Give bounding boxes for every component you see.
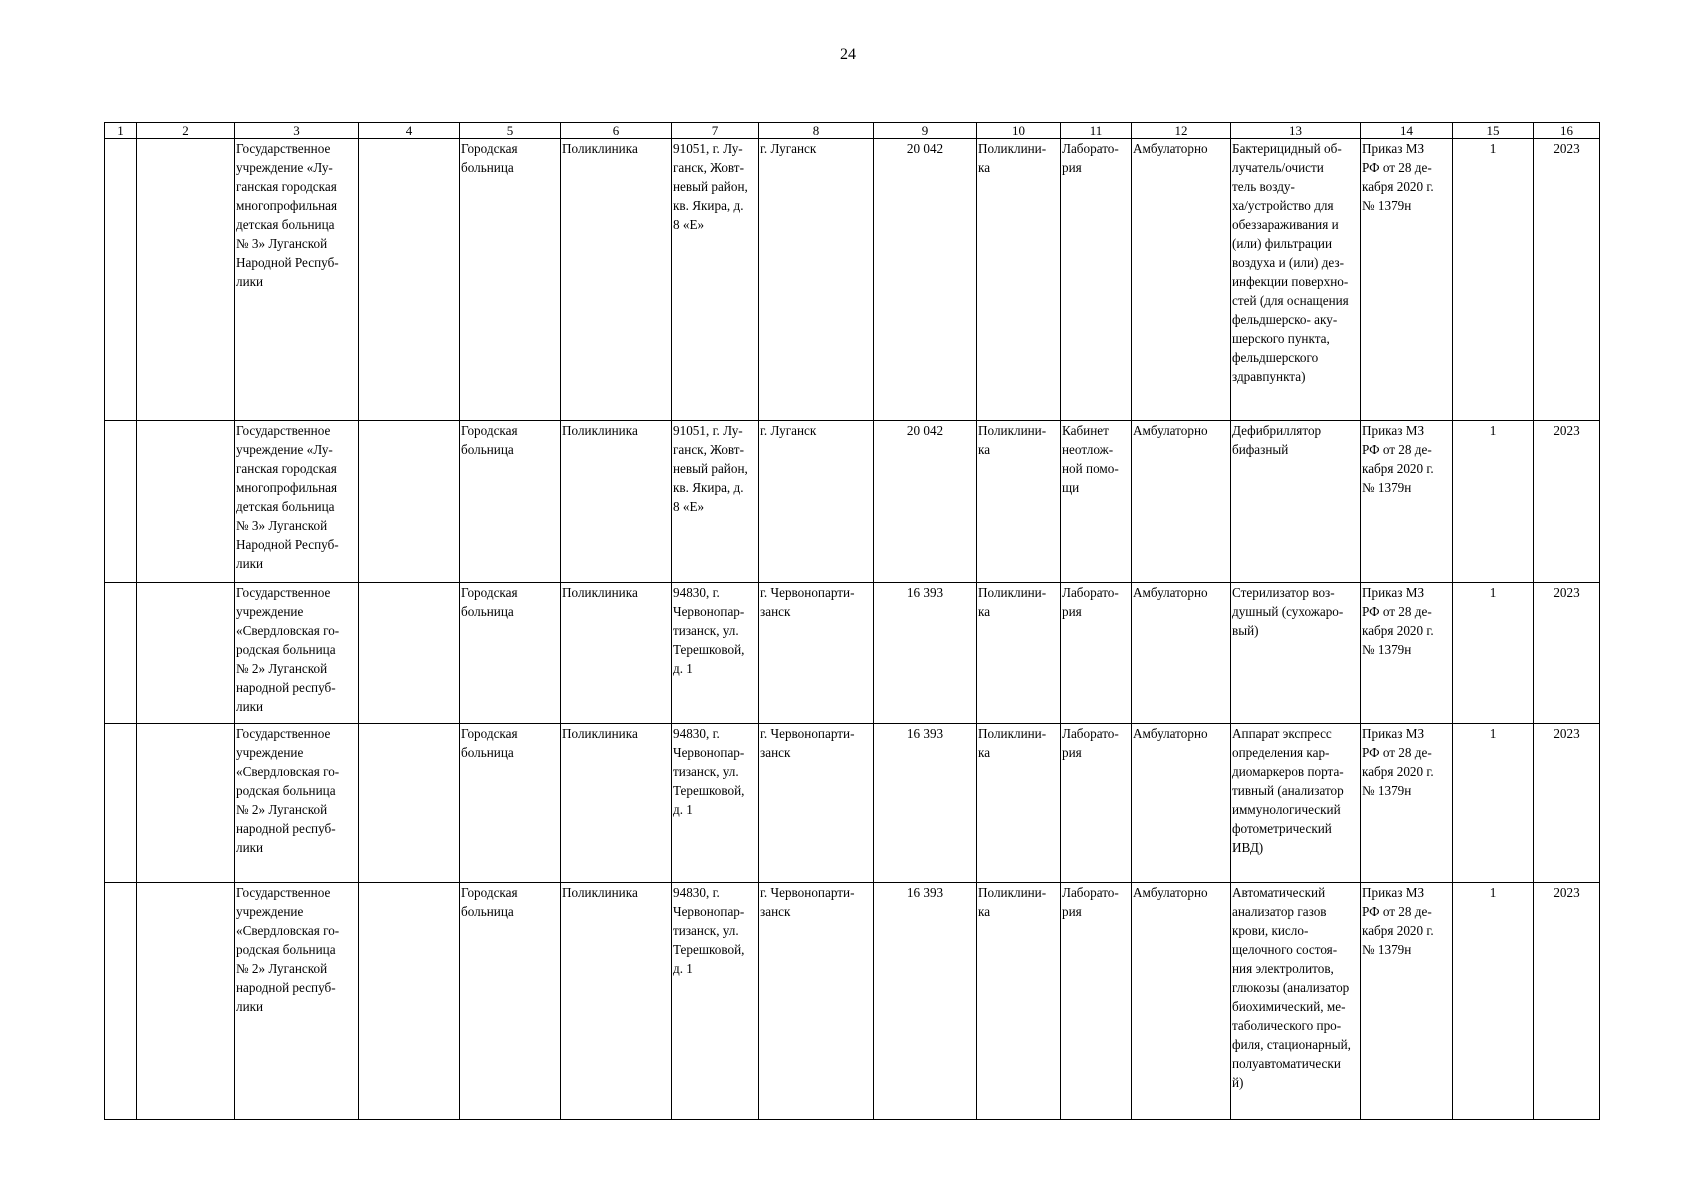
column-number-2: 2 — [137, 123, 235, 139]
column-number-10: 10 — [977, 123, 1061, 139]
cell-col-13: Аппарат экспресс определения кар- диомаркеров порта- тивный (анализатор иммунологический фотометрический ИВД) — [1231, 724, 1361, 883]
table-row — [105, 139, 1600, 421]
cell-col-3: Государственное учреждение «Лу- ганская городская многопрофильная детская больница № 3» Луганской Народной Респуб- лики — [235, 139, 359, 421]
column-number-header — [105, 123, 1600, 139]
column-number-9: 9 — [874, 123, 977, 139]
cell-col-11: Лаборато- рия — [1061, 724, 1132, 883]
equipment-table — [104, 122, 1600, 1120]
column-number-8: 8 — [759, 123, 874, 139]
cell-col-6: Поликлиника — [561, 139, 672, 421]
cell-col-5: Городская больница — [460, 724, 561, 883]
cell-col-10: Поликлини- ка — [977, 724, 1061, 883]
cell-col-12: Амбулаторно — [1132, 724, 1231, 883]
cell-col-13: Стерилизатор воз- душный (сухожаро- вый) — [1231, 583, 1361, 724]
cell-col-12: Амбулаторно — [1132, 583, 1231, 724]
cell-col-3: Государственное учреждение «Свердловская го- родская больница № 2» Луганской народной респуб- лики — [235, 583, 359, 724]
cell-col-7: 94830, г. Червонопар- тизанск, ул. Терешковой, д. 1 — [672, 583, 759, 724]
cell-col-4 — [359, 139, 460, 421]
cell-col-16: 2023 — [1534, 583, 1600, 724]
cell-col-7: 91051, г. Лу- ганск, Жовт- невый район, кв. Якира, д. 8 «Е» — [672, 139, 759, 421]
cell-col-10: Поликлини- ка — [977, 583, 1061, 724]
cell-col-7: 94830, г. Червонопар- тизанск, ул. Терешковой, д. 1 — [672, 883, 759, 1120]
cell-col-5: Городская больница — [460, 421, 561, 583]
column-number-7: 7 — [672, 123, 759, 139]
cell-col-9: 20 042 — [874, 139, 977, 421]
column-number-14: 14 — [1361, 123, 1453, 139]
cell-col-14: Приказ МЗ РФ от 28 де- кабря 2020 г. № 1379н — [1361, 139, 1453, 421]
cell-col-16: 2023 — [1534, 883, 1600, 1120]
cell-col-1 — [105, 583, 137, 724]
cell-col-1 — [105, 724, 137, 883]
cell-col-15: 1 — [1453, 139, 1534, 421]
table-row — [105, 883, 1600, 1120]
cell-col-15: 1 — [1453, 883, 1534, 1120]
table-row — [105, 421, 1600, 583]
cell-col-13: Дефибриллятор бифазный — [1231, 421, 1361, 583]
cell-col-11: Лаборато- рия — [1061, 583, 1132, 724]
cell-col-9: 16 393 — [874, 583, 977, 724]
cell-col-12: Амбулаторно — [1132, 421, 1231, 583]
cell-col-4 — [359, 883, 460, 1120]
column-number-13: 13 — [1231, 123, 1361, 139]
cell-col-13: Бактерицидный об- лучатель/очисти тель возду- ха/устройство для обеззараживания и (или) фильтрации воздуха и (или) дез- инфекции поверхно- стей (для оснащения фельдшерско- аку- шерского пункта, фельдшерского здравпункта) — [1231, 139, 1361, 421]
cell-col-2 — [137, 139, 235, 421]
cell-col-9: 16 393 — [874, 724, 977, 883]
column-number-6: 6 — [561, 123, 672, 139]
cell-col-8: г. Червонoпарти- занск — [759, 724, 874, 883]
cell-col-11: Лаборато- рия — [1061, 883, 1132, 1120]
cell-col-11: Кабинет неотлож- ной помо- щи — [1061, 421, 1132, 583]
cell-col-15: 1 — [1453, 583, 1534, 724]
column-number-1: 1 — [105, 123, 137, 139]
cell-col-4 — [359, 583, 460, 724]
cell-col-13: Автоматический анализатор газов крови, кисло- щелочного состоя- ния электролитов, глюкозы (анализатор биохимический, ме- таболического про- филя, стационарный, полуавтоматически й) — [1231, 883, 1361, 1120]
cell-col-5: Городская больница — [460, 139, 561, 421]
column-number-3: 3 — [235, 123, 359, 139]
column-number-4: 4 — [359, 123, 460, 139]
column-number-16: 16 — [1534, 123, 1600, 139]
cell-col-4 — [359, 724, 460, 883]
cell-col-2 — [137, 883, 235, 1120]
cell-col-5: Городская больница — [460, 583, 561, 724]
cell-col-16: 2023 — [1534, 724, 1600, 883]
cell-col-3: Государственное учреждение «Свердловская го- родская больница № 2» Луганской народной респуб- лики — [235, 883, 359, 1120]
cell-col-2 — [137, 583, 235, 724]
cell-col-1 — [105, 421, 137, 583]
cell-col-1 — [105, 883, 137, 1120]
cell-col-16: 2023 — [1534, 421, 1600, 583]
cell-col-14: Приказ МЗ РФ от 28 де- кабря 2020 г. № 1379н — [1361, 421, 1453, 583]
cell-col-6: Поликлиника — [561, 583, 672, 724]
cell-col-14: Приказ МЗ РФ от 28 де- кабря 2020 г. № 1379н — [1361, 724, 1453, 883]
cell-col-8: г. Луганск — [759, 421, 874, 583]
cell-col-9: 20 042 — [874, 421, 977, 583]
cell-col-15: 1 — [1453, 421, 1534, 583]
cell-col-3: Государственное учреждение «Свердловская го- родская больница № 2» Луганской народной респуб- лики — [235, 724, 359, 883]
column-number-5: 5 — [460, 123, 561, 139]
cell-col-16: 2023 — [1534, 139, 1600, 421]
cell-col-10: Поликлини- ка — [977, 883, 1061, 1120]
cell-col-2 — [137, 421, 235, 583]
cell-col-8: г. Червонoпарти- занск — [759, 583, 874, 724]
cell-col-2 — [137, 724, 235, 883]
cell-col-10: Поликлини- ка — [977, 139, 1061, 421]
column-number-15: 15 — [1453, 123, 1534, 139]
cell-col-7: 94830, г. Червонопар- тизанск, ул. Терешковой, д. 1 — [672, 724, 759, 883]
cell-col-14: Приказ МЗ РФ от 28 де- кабря 2020 г. № 1379н — [1361, 883, 1453, 1120]
cell-col-12: Амбулаторно — [1132, 139, 1231, 421]
cell-col-6: Поликлиника — [561, 421, 672, 583]
cell-col-6: Поликлиника — [561, 883, 672, 1120]
column-number-12: 12 — [1132, 123, 1231, 139]
cell-col-8: г. Червонoпарти- занск — [759, 883, 874, 1120]
cell-col-3: Государственное учреждение «Лу- ганская городская многопрофильная детская больница № 3» Луганской Народной Респуб- лики — [235, 421, 359, 583]
table-row — [105, 724, 1600, 883]
cell-col-9: 16 393 — [874, 883, 977, 1120]
cell-col-15: 1 — [1453, 724, 1534, 883]
cell-col-7: 91051, г. Лу- ганск, Жовт- невый район, кв. Якира, д. 8 «Е» — [672, 421, 759, 583]
cell-col-5: Городская больница — [460, 883, 561, 1120]
cell-col-10: Поликлини- ка — [977, 421, 1061, 583]
cell-col-14: Приказ МЗ РФ от 28 де- кабря 2020 г. № 1379н — [1361, 583, 1453, 724]
cell-col-12: Амбулаторно — [1132, 883, 1231, 1120]
cell-col-8: г. Луганск — [759, 139, 874, 421]
cell-col-4 — [359, 421, 460, 583]
cell-col-1 — [105, 139, 137, 421]
page-number: 24 — [840, 46, 856, 63]
column-number-11: 11 — [1061, 123, 1132, 139]
table-row — [105, 583, 1600, 724]
cell-col-11: Лаборато- рия — [1061, 139, 1132, 421]
cell-col-6: Поликлиника — [561, 724, 672, 883]
